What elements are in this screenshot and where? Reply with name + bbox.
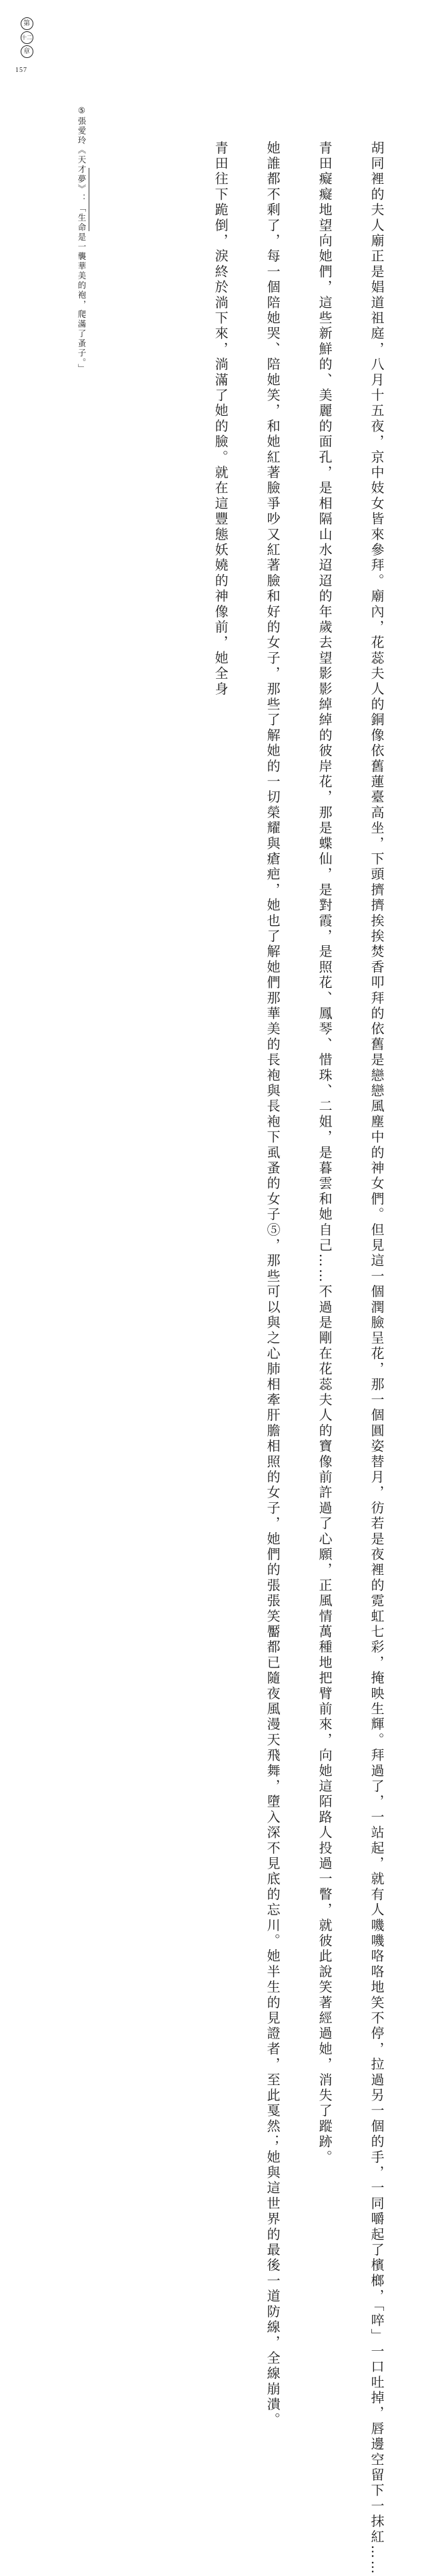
- chapter-marker-suffix: 章: [21, 45, 33, 58]
- body-text: [113, 125, 420, 2576]
- paragraph: 胡同裡的夫人廟正是娼道祖庭，八月十五夜，京中妓女皆來參拜。廟內，花蕊夫人的銅像依舊蓮臺高坐，下頭擠擠挨挨焚香叩拜的依舊是戀戀風塵中的神女們。但見這一個潤臉呈花，那一個圓姿替月，彷若是夜裡的霓虹七彩，掩映生輝。拜過了，一站起，就有人嘰嘰咯咯地笑不停，拉過另一個的手，一同嚼起了檳榔，「啐」一口吐掉，唇邊空留下一抹紅……: [369, 125, 385, 2576]
- paragraph: 她誰都不剩了，每一個陪她哭、陪她笑，和她紅著臉爭吵又紅著臉和好的女子，那些了解她的一切榮耀與瘡疤，她也了解她們那華美的長袍與長袍下虱蚤的女子⑤，那些可以與之心肺相牽肝膽相照的女子，她們的張張笑靨都已隨夜風漫天飛舞，墮入深不見底的忘川。她半生的見證者，至此戛然；她與這世界的最後一道防線，全線崩潰。: [265, 125, 281, 2428]
- paragraph: 青田癡癡地望向她們，這些新鮮的、美麗的面孔，是相隔山水迢迢的年歲去望影影綽綽的彼岸花，那是蝶仙，是對霞，是照花、鳳琴、惜珠、二姐，是暮雲和她自己……不過是剛在花蕊夫人的寶像前許過了心願，正風情萬種地把臂前來，向她這陌路人投過一瞥，就彼此說笑著經過她，消失了蹤跡。: [317, 125, 333, 2166]
- chapter-marker-number: 十二: [21, 31, 33, 44]
- chapter-marker-prefix: 第: [21, 17, 33, 30]
- footnote-text: 張愛玲《天才夢》：「生命是一襲華美的袍，爬滿了蚤子。」: [77, 117, 87, 374]
- chapter-marker: [17, 17, 36, 59]
- page-number: 157: [15, 67, 27, 74]
- paragraph: 青田往下跪倒，淚終於淌下來，淌滿了她的臉。就在這豐態妖嬈的神像前，她全身: [213, 125, 229, 697]
- footnote: [71, 105, 87, 385]
- footnote-marker: ⑤: [77, 105, 87, 117]
